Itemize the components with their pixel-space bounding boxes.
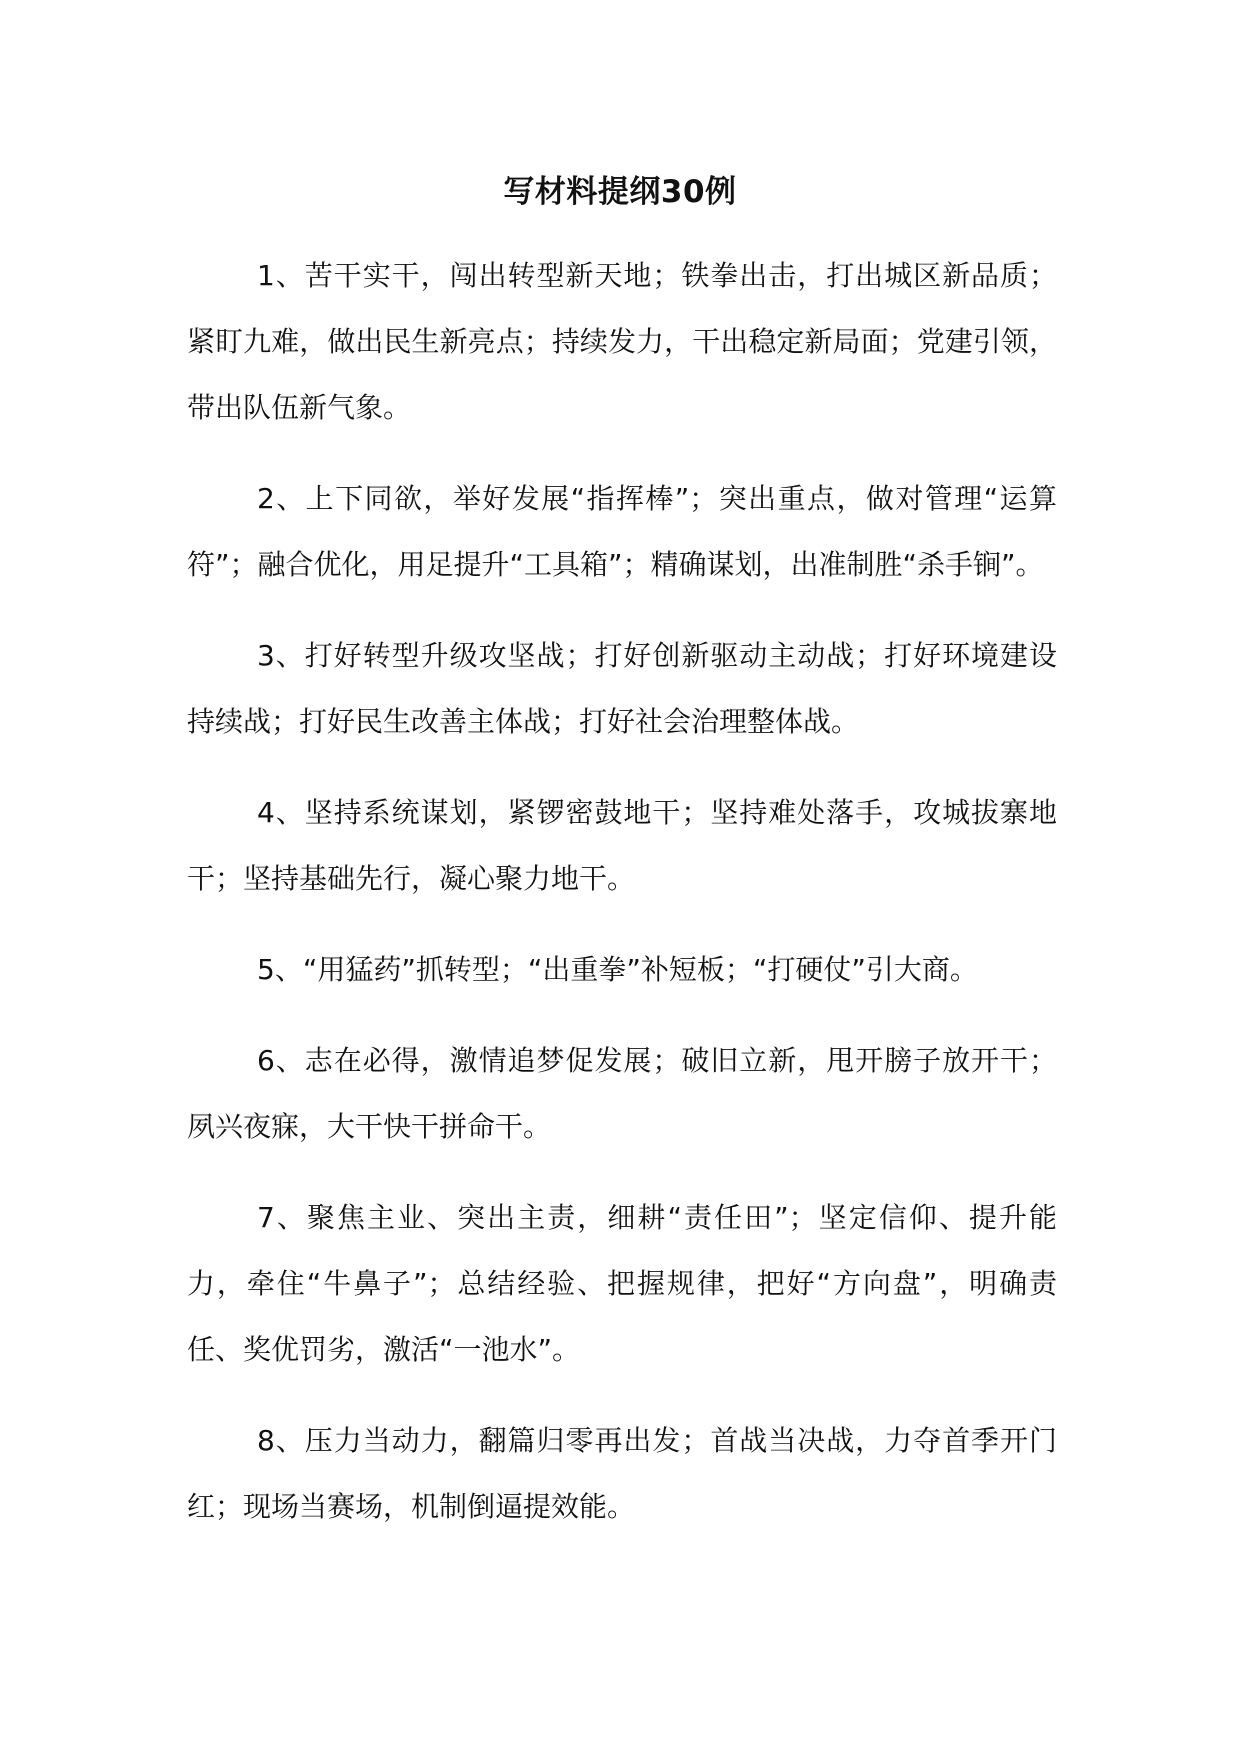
paragraph-1: 1、苦干实干，闯出转型新天地；铁拳出击，打出城区新品质；紧盯九难，做出民生新亮点；持续发力，干出稳定新局面；党建引领，带出队伍新气象。 [187,259,1057,424]
paragraph-2: 2、上下同欲，举好发展“指挥棒”；突出重点，做对管理“运算符”；融合优化，用足提升“工具箱”；精确谋划，出准制胜“杀手锏”。 [187,482,1057,581]
document-title: 写材料提纲30例 [503,174,737,210]
paragraph-8: 8、压力当动力，翻篇归零再出发；首战当决战，力夺首季开门红；现场当赛场，机制倒逼提效能。 [187,1424,1057,1523]
paragraph-6: 6、志在必得，激情追梦促发展；破旧立新，甩开膀子放开干；夙兴夜寐，大干快干拼命干。 [187,1044,1057,1143]
document-body [187,243,1057,1565]
paragraph-7: 7、聚焦主业、突出主责，细耕“责任田”；坚定信仰、提升能力，牵住“牛鼻子”；总结经验、把握规律，把好“方向盘”，明确责任、奖优罚劣，激活“一池水”。 [187,1201,1057,1366]
paragraph-3: 3、打好转型升级攻坚战；打好创新驱动主动战；打好环境建设持续战；打好民生改善主体战；打好社会治理整体战。 [187,639,1057,738]
paragraph-5: 5、“用猛药”抓转型；“出重拳”补短板；“打硬仗”引大商。 [257,953,978,986]
paragraph-4: 4、坚持系统谋划，紧锣密鼓地干；坚持难处落手，攻城拔寨地干；坚持基础先行，凝心聚力地干。 [187,796,1057,895]
